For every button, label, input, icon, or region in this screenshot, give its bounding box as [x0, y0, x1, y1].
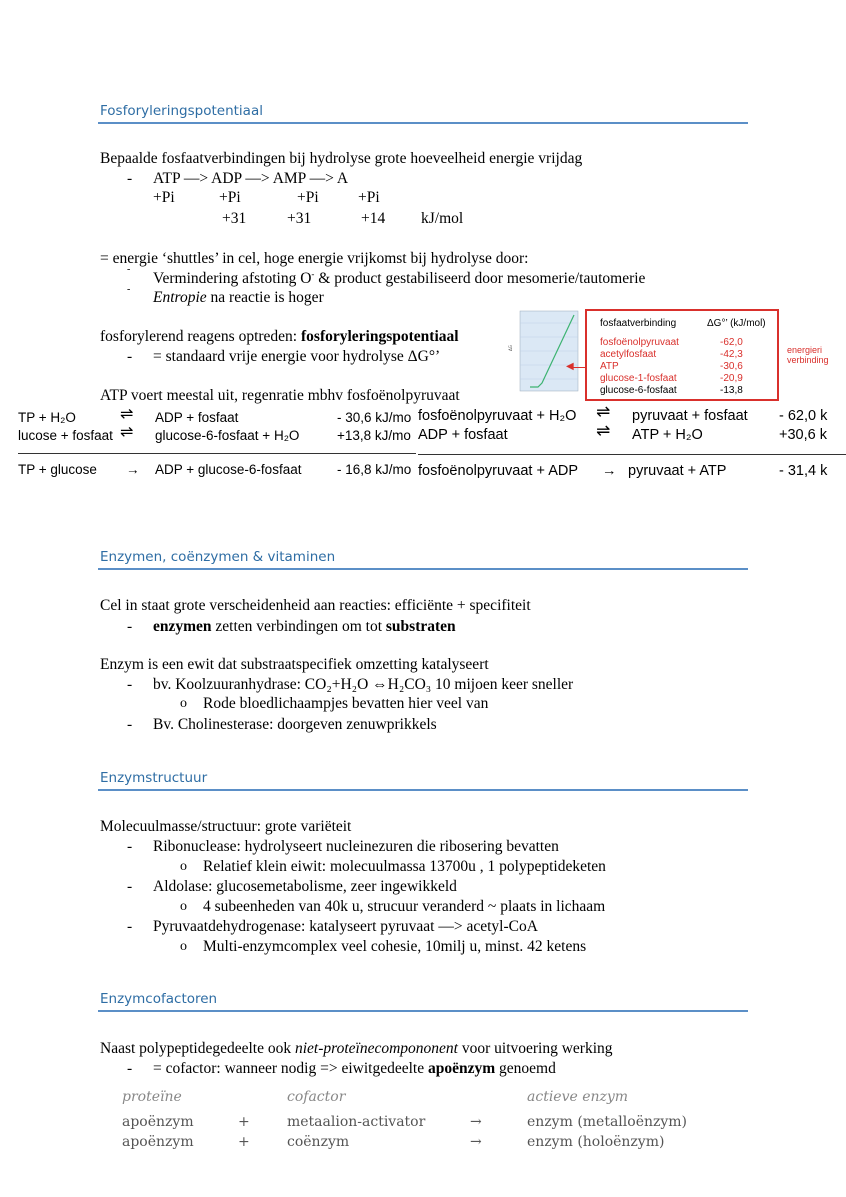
circle-bullet: o [180, 696, 187, 711]
enzymes-bullet-1: enzymen zetten verbindingen om tot substraten [153, 618, 456, 635]
phosphate-compound-name: fosfoënolpyruvaat [600, 337, 679, 348]
small-dash: - [127, 264, 131, 275]
svg-text:ΔG: ΔG [508, 345, 513, 351]
energy-2: +31 [287, 210, 312, 227]
hydrolysis-graph-svg [508, 309, 580, 401]
bullet-dash: - [127, 618, 133, 635]
cofactor-row-1-plus: + [238, 1114, 250, 1130]
structure-sub-3: Multi-enzymcomplex veel cohesie, 10milj u, minst. 42 ketens [203, 938, 587, 955]
equation-sum-line [418, 454, 846, 455]
bullet-dash: - [127, 918, 133, 935]
equation-sum-line [18, 453, 416, 454]
eq-left-1-products: ADP + fosfaat [155, 410, 239, 425]
bullet-dash: - [127, 716, 133, 733]
equilibrium-arrow-icon: ⇌ [120, 404, 134, 423]
circle-bullet: o [180, 899, 187, 914]
equilibrium-arrow-icon: ⇌ [120, 422, 134, 441]
circle-bullet: o [180, 859, 187, 874]
cofactor-row-2-arrow: → [470, 1134, 482, 1150]
enzymes-bullet-3: Bv. Cholinesterase: doorgeven zenuwprikkels [153, 716, 437, 733]
eq-left-1-reactants: TP + H₂O [18, 410, 76, 425]
structure-bullet-2: Aldolase: glucosemetabolisme, zeer ingewikkeld [153, 878, 457, 895]
phosphate-delta-g-value: -30,6 [720, 361, 743, 372]
small-dash: - [127, 284, 131, 295]
section-heading-phosphorylation: Fosforyleringspotentiaal [100, 103, 263, 119]
cofactor-table-header-protein: proteïne [122, 1089, 182, 1105]
eq-right-3-reactants: fosfoënolpyruvaat + ADP [418, 463, 579, 479]
eq-right-3-arrow: → [602, 463, 617, 479]
pi-4: +Pi [358, 189, 380, 206]
enzymes-line-2: Enzym is een ewit dat substraatspecifiek omzetting katalyseert [100, 656, 489, 673]
cofactor-table-header-cofactor: cofactor [287, 1089, 346, 1105]
energy-1: +31 [222, 210, 247, 227]
table-header-energy: ΔG°’ (kJ/mol) [707, 318, 766, 329]
pi-3: +Pi [297, 189, 319, 206]
hydrolysis-graph [508, 309, 580, 401]
energy-3: +14 [361, 210, 386, 227]
bullet-dash: - [127, 348, 133, 365]
structure-line-1: Molecuulmasse/structuur: grote variëteit [100, 818, 352, 835]
eq-right-2-energy: +30,6 k [779, 427, 827, 443]
phosphate-delta-g-value: -13,8 [720, 385, 743, 396]
eq-left-3-products: ADP + glucose-6-fosfaat [155, 462, 302, 477]
reagent-line: fosforylerend reagens optreden: fosforyleringspotentiaal [100, 328, 459, 345]
atp-chain: ATP —> ADP —> AMP —> A [153, 170, 349, 187]
heading-rule [98, 122, 748, 124]
bullet-dash: - [127, 1060, 133, 1077]
eq-right-1-products: pyruvaat + fosfaat [632, 408, 748, 424]
cofactors-bullet-1: = cofactor: wanneer nodig => eiwitgedeelte apoënzym genoemd [153, 1060, 556, 1077]
eq-left-1-energy: - 30,6 kJ/mo [337, 410, 412, 425]
cofactors-line-1: Naast polypeptidegedeelte ook niet-proteïnecompononent voor uitvoering werking [100, 1040, 613, 1057]
shuttles-line: = energie ‘shuttles’ in cel, hoge energie vrijkomst bij hydrolyse door: [100, 250, 529, 267]
eq-left-3-reactants: TP + glucose [18, 462, 97, 477]
pi-1: +Pi [153, 189, 175, 206]
phosphate-compound-name: glucose-6-fosfaat [600, 385, 677, 396]
eq-right-1-energy: - 62,0 k [779, 408, 828, 424]
equilibrium-arrow-icon: ⇌ [596, 421, 611, 441]
bullet-repulsion: Vermindering afstoting O- & product gestabiliseerd door mesomerie/tautomerie [153, 269, 646, 288]
cofactor-row-1-enzyme: enzym (metalloënzym) [527, 1114, 688, 1130]
cofactor-row-2-plus: + [238, 1134, 250, 1150]
phosphate-delta-g-value: -62,0 [720, 337, 743, 348]
section-heading-enzymes: Enzymen, coënzymen & vitaminen [100, 549, 336, 565]
cofactor-row-1-arrow: → [470, 1114, 482, 1130]
eq-left-2-products: glucose-6-fosfaat + H₂O [155, 428, 300, 443]
enzymes-line-1: Cel in staat grote verscheidenheid aan reacties: efficiënte + specifiteit [100, 597, 531, 614]
heading-rule [98, 568, 748, 570]
bullet-entropy: Entropie na reactie is hoger [153, 289, 324, 306]
bullet-dash: - [127, 838, 133, 855]
cofactor-row-2-cofactor: coënzym [287, 1134, 350, 1150]
section-heading-structure: Enzymstructuur [100, 770, 208, 786]
side-label-1: energieri [787, 345, 823, 355]
eq-right-2-reactants: ADP + fosfaat [418, 427, 508, 443]
heading-rule [98, 789, 748, 791]
cofactor-row-2-protein: apoënzym [122, 1134, 194, 1150]
cofactor-row-2-enzyme: enzym (holoënzym) [527, 1134, 665, 1150]
side-label-2: verbinding [787, 355, 829, 365]
circle-bullet: o [180, 939, 187, 954]
eq-right-2-products: ATP + H₂O [632, 427, 703, 443]
structure-sub-2: 4 subeenheden van 40k u, strucuur veranderd ~ plaats in lichaam [203, 898, 606, 915]
phosphate-energy-table [585, 309, 779, 401]
eq-right-1-reactants: fosfoënolpyruvaat + H₂O [418, 408, 577, 424]
cofactor-table-header-active: actieve enzym [527, 1089, 629, 1105]
cofactor-row-1-protein: apoënzym [122, 1114, 194, 1130]
table-header-compound: fosfaatverbinding [600, 318, 677, 329]
phosphate-delta-g-value: -42,3 [720, 349, 743, 360]
bullet-dash: - [127, 170, 133, 187]
phosphate-delta-g-value: -20,9 [720, 373, 743, 384]
eq-left-2-energy: +13,8 kJ/mo [337, 428, 411, 443]
eq-left-3-energy: - 16,8 kJ/mo [337, 462, 412, 477]
equilibrium-arrow-icon: ⇌ [596, 402, 611, 422]
phosphate-compound-name: acetylfosfaat [600, 349, 657, 360]
structure-bullet-3: Pyruvaatdehydrogenase: katalyseert pyruvaat —> acetyl-CoA [153, 918, 538, 935]
phos-intro: Bepaalde fosfaatverbindingen bij hydrolyse grote hoeveelheid energie vrijdag [100, 150, 583, 167]
enzymes-sub-bullet: Rode bloedlichaampjes bevatten hier veel van [203, 695, 489, 712]
bullet-dash: - [127, 878, 133, 895]
energy-unit: kJ/mol [421, 210, 464, 227]
eq-left-2-reactants: lucose + fosfaat [18, 428, 113, 443]
enzymes-bullet-2: bv. Koolzuuranhydrase: CO₂+H₂O ⇔H₂CO₃ 10 mijoen keer sneller [153, 676, 574, 693]
section-heading-cofactors: Enzymcofactoren [100, 991, 218, 1007]
pi-2: +Pi [219, 189, 241, 206]
phosphate-compound-name: glucose-1-fosfaat [600, 373, 677, 384]
phosphate-compound-name: ATP [600, 361, 619, 372]
eq-right-3-energy: - 31,4 k [779, 463, 828, 479]
structure-bullet-1: Ribonuclease: hydrolyseert nucleinezuren die ribosering bevatten [153, 838, 559, 855]
std-energy-line: = standaard vrije energie voor hydrolyse ΔG°’ [153, 348, 441, 365]
heading-rule [98, 1010, 748, 1012]
eq-left-3-arrow: → [126, 462, 140, 477]
arrow-left-icon: ◀ [566, 361, 574, 372]
cofactor-row-1-cofactor: metaalion-activator [287, 1114, 426, 1130]
atp-regen-line: ATP voert meestal uit, regenratie mbhv fosfoënolpyruvaat [100, 387, 460, 404]
eq-right-3-products: pyruvaat + ATP [628, 463, 727, 479]
structure-sub-1: Relatief klein eiwit: molecuulmassa 13700u , 1 polypeptideketen [203, 858, 606, 875]
bullet-dash: - [127, 676, 133, 693]
